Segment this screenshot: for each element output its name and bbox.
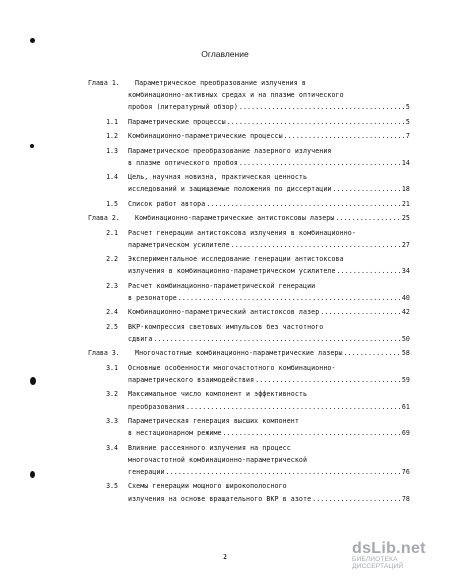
toc-page-number: 7	[405, 132, 410, 141]
toc-entry-title-text: Параметрические процессы	[128, 117, 226, 126]
toc-page-number: 50	[401, 334, 410, 343]
toc-title: Оглавление	[201, 49, 249, 59]
chapter-number: Глава 2.	[88, 214, 120, 223]
toc-entry-title-text: параметрического взаимодействия	[128, 375, 255, 384]
dot-leader	[255, 375, 401, 386]
toc-entry-title-text: в резонаторе	[128, 293, 177, 302]
toc-entry-title-line	[128, 240, 410, 251]
section-number: 3.1	[106, 363, 118, 372]
toc-entry-title-text: в плазме оптического пробоя	[128, 158, 238, 167]
toc-entry-title-line	[128, 467, 410, 478]
section-number: 1.4	[106, 173, 118, 182]
section-number: 2.3	[106, 281, 118, 290]
toc-page-number: 18	[401, 185, 410, 194]
toc-entry-title-line	[128, 334, 410, 345]
dot-leader	[333, 184, 401, 195]
section-number: 1.2	[106, 132, 118, 141]
dot-leader	[239, 158, 401, 169]
toc-entry-title-line	[128, 102, 410, 113]
toc-entry-title-line	[135, 348, 410, 359]
toc-page-number: 42	[401, 308, 410, 317]
toc-entry-title-line: Расчет комбинационно-параметрической генерации	[128, 281, 316, 290]
section-number: 3.4	[106, 443, 118, 452]
toc-page-number: 76	[401, 467, 410, 476]
toc-entry-title-text: Список работ автора	[128, 199, 206, 208]
toc-page-number: 69	[401, 429, 410, 438]
section-number: 1.1	[106, 117, 118, 126]
toc-entry-title-line: Экспериментальное исследование генерации антистоксова	[128, 255, 344, 264]
toc-entry-title-line	[128, 117, 410, 128]
toc-entry-title-line	[128, 307, 410, 318]
toc-entry-title-text: преобразования	[128, 402, 185, 411]
toc-entry-title-line: Максимальное число компонент и эффективность	[128, 390, 308, 399]
toc-entry-title-line	[128, 184, 410, 195]
dot-leader	[337, 266, 401, 277]
toc-entry-title-text: генерации	[128, 467, 165, 476]
toc-entry-title-line: Параметрическая генерация высших компонент	[128, 417, 299, 425]
toc-page-number: 21	[401, 199, 410, 208]
toc-page-number: 5	[405, 103, 410, 112]
dot-leader	[335, 213, 400, 224]
toc-page-number: 59	[401, 375, 410, 384]
dot-leader	[153, 334, 400, 345]
toc-page-number: 34	[401, 267, 410, 276]
toc-entry-title-line	[128, 402, 410, 413]
toc-page-number: 58	[401, 349, 410, 358]
toc-entry-title-line: Расчет генерации антистоксова излучения в комбинационно-	[128, 228, 356, 237]
toc-entry-title-text: в нестационарном режиме	[128, 429, 222, 438]
dot-leader	[231, 240, 401, 251]
toc-entry-title-line: многочастотной комбинационно-параметрической	[128, 455, 308, 464]
dot-leader	[227, 117, 405, 128]
watermark-tagline: БИБЛИОТЕКА ДИССЕРТАЦИЙ	[352, 556, 404, 570]
toc-entry-title-text: Комбинационно-параметрический антистоксов лазер	[128, 308, 320, 317]
dot-leader	[206, 199, 401, 210]
toc-page-number: 61	[401, 402, 410, 411]
section-number: 2.2	[106, 255, 118, 264]
dot-leader	[312, 494, 401, 505]
section-number: 2.5	[106, 322, 118, 331]
toc-entry-title-line: Параметрическое преобразование лазерного излучения	[128, 146, 332, 155]
toc-entry-title-text: Комбинационно-параметрические процессы	[128, 132, 283, 141]
scan-speck	[30, 144, 34, 148]
dot-leader	[284, 131, 405, 142]
toc-page-number: 14	[401, 158, 410, 167]
toc-entry-title-line	[128, 375, 410, 386]
dot-leader	[186, 402, 401, 413]
toc-entry-title-line: Схемы генерации мощного широкополосного	[128, 482, 287, 491]
toc-page-number: 78	[401, 494, 410, 503]
toc-entry-title-text: Комбинационно-параметрические антистоксовы лазеры	[135, 214, 335, 223]
chapter-number: Глава 1.	[88, 79, 120, 87]
dot-leader	[239, 102, 405, 113]
toc-entry-title-text: излучения на основе вращательного ВКР в азоте	[128, 494, 312, 503]
dot-leader	[320, 307, 401, 318]
watermark-site: dsLib.net	[352, 540, 426, 557]
toc-entry-title-text: Многочастотные комбинационно-параметрические лазеры	[135, 349, 343, 358]
section-number: 1.3	[106, 146, 118, 155]
toc-page-number: 5	[405, 117, 410, 126]
toc-entry-title-text: параметрическом усилителе	[128, 240, 230, 249]
toc-entry-title-line: комбинационно-активных средах и на плазме оптического	[128, 91, 344, 100]
toc-entry-title-text: исследований и защищаемые положения по диссертации	[128, 185, 332, 194]
toc-page-number: 27	[401, 240, 410, 249]
dot-leader	[166, 467, 401, 478]
toc-entry-title-line	[135, 213, 410, 224]
toc-entry-title-line	[128, 494, 410, 505]
scan-speck	[30, 38, 35, 43]
dot-leader	[223, 428, 401, 439]
toc-entry-title-text: сдвига	[128, 334, 153, 343]
scan-speck	[30, 377, 36, 385]
section-number: 3.5	[106, 482, 118, 491]
toc-page-number: 25	[401, 214, 410, 223]
toc-entry-title-line: ВКР-компрессия световых импульсов без частотного	[128, 322, 324, 331]
section-number: 3.3	[106, 417, 118, 425]
watermark	[352, 540, 448, 570]
scan-speck	[30, 471, 35, 478]
dot-leader	[178, 293, 401, 304]
toc-entry-title-line: Цель, научная новизна, практическая ценность	[128, 173, 308, 182]
toc-entry-title-line	[128, 293, 410, 304]
toc-entry-title-line	[128, 266, 410, 277]
section-number: 2.1	[106, 228, 118, 237]
toc-entry-title-text: излучения в комбинационно-параметрическом усилителе	[128, 267, 336, 276]
section-number: 1.5	[106, 199, 118, 208]
dot-leader	[344, 348, 401, 359]
toc-entry-title-line	[128, 131, 410, 142]
chapter-number: Глава 3.	[88, 349, 120, 358]
section-number: 3.2	[106, 390, 118, 399]
toc-entry-title-line	[128, 158, 410, 169]
toc-entry-title-line: Влияние рассеянного излучения на процесс	[128, 443, 291, 452]
toc-page-number: 40	[401, 293, 410, 302]
toc-entry-title-line	[128, 199, 410, 210]
toc-entry-title-line: Основные особенности многочастотного комбинационно-	[128, 363, 336, 372]
page-number: 2	[223, 553, 227, 561]
toc-entry-title-text: пробоя (литературный обзор)	[128, 103, 238, 112]
section-number: 2.4	[106, 308, 118, 317]
toc-entry-title-line: Параметрическое преобразование излучения в	[135, 79, 306, 87]
toc-entry-title-line	[128, 428, 410, 439]
